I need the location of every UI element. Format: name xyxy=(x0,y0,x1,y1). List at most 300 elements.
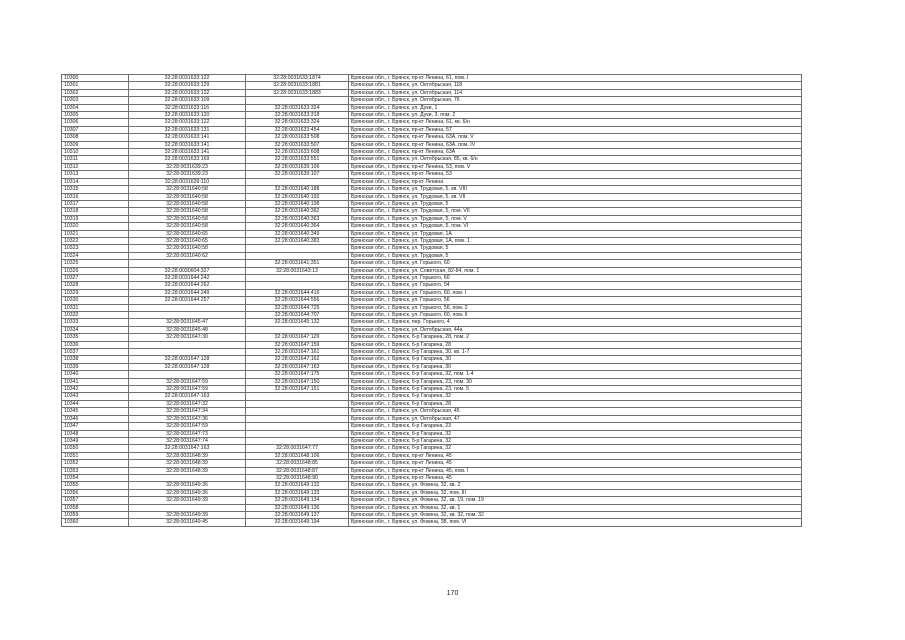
parcel-number-cell xyxy=(129,304,246,311)
object-number-cell: 32:28:0031648:106 xyxy=(246,452,349,459)
parcel-number-cell xyxy=(129,504,246,511)
table-row xyxy=(62,178,802,185)
parcel-number-cell: 32:28:0031648:39 xyxy=(129,460,246,467)
address-cell: Брянская обл., г. Брянск, ул. Октябрьская, 45 xyxy=(349,408,802,415)
row-number-cell: 10329 xyxy=(62,289,129,296)
parcel-number-cell: 32:28:0031640:65 xyxy=(129,230,246,237)
row-number-cell: 10327 xyxy=(62,274,129,281)
table-row xyxy=(62,134,802,141)
object-number-cell: 32:28:0031640:192 xyxy=(246,193,349,200)
object-number-cell: 32:28:0031644:556 xyxy=(246,297,349,304)
address-cell: Брянская обл., г. Брянск, ул. Фокина, 32, пом. III xyxy=(349,489,802,496)
object-number-cell xyxy=(246,437,349,444)
parcel-number-cell: 32:28:0031648:39 xyxy=(129,452,246,459)
parcel-number-cell: 32:28:0031640:58 xyxy=(129,200,246,207)
parcel-number-cell: 32:28:0031647:30 xyxy=(129,334,246,341)
row-number-cell: 10349 xyxy=(62,437,129,444)
object-number-cell: 32:28:0031633:318 xyxy=(246,112,349,119)
table-row xyxy=(62,511,802,518)
address-cell: Брянская обл., г. Брянск, ул. Горького, 60 xyxy=(349,274,802,281)
table-row xyxy=(62,274,802,281)
address-cell: Брянская обл., г. Брянск, ул. Трудовая, 1А, пом. 1 xyxy=(349,237,802,244)
table-row xyxy=(62,415,802,422)
table-row xyxy=(62,252,802,259)
table-row xyxy=(62,149,802,156)
parcel-number-cell: 32:28:0031649:39 xyxy=(129,511,246,518)
table-row xyxy=(62,82,802,89)
parcel-number-cell: 32:28:0031644:249 xyxy=(129,289,246,296)
row-number-cell: 10335 xyxy=(62,334,129,341)
table-row xyxy=(62,430,802,437)
table-row xyxy=(62,437,802,444)
row-number-cell: 10344 xyxy=(62,400,129,407)
object-number-cell: 32:28:0031649:132 xyxy=(246,482,349,489)
address-cell: Брянская обл., г. Брянск, ул. Трудовая, 1А xyxy=(349,230,802,237)
table-row xyxy=(62,89,802,96)
row-number-cell: 10310 xyxy=(62,149,129,156)
row-number-cell: 10336 xyxy=(62,341,129,348)
object-number-cell: 32:28:0031633:1881 xyxy=(246,82,349,89)
parcel-number-cell: 32:28:0031647:32 xyxy=(129,400,246,407)
row-number-cell: 10304 xyxy=(62,104,129,111)
parcel-number-cell: 32:28:0031649:36 xyxy=(129,489,246,496)
address-cell: Брянская обл., г. Брянск, пр-кт Ленина, 53 xyxy=(349,171,802,178)
table-row xyxy=(62,141,802,148)
object-number-cell: 32:28:0031647:175 xyxy=(246,371,349,378)
row-number-cell: 10351 xyxy=(62,452,129,459)
object-number-cell: 32:28:0031633:551 xyxy=(246,156,349,163)
table-row xyxy=(62,104,802,111)
parcel-number-cell: 32:28:0031649:39 xyxy=(129,497,246,504)
row-number-cell: 10307 xyxy=(62,126,129,133)
address-cell: Брянская обл., г. Брянск, пр-кт Ленина, 45 xyxy=(349,460,802,467)
row-number-cell: 10356 xyxy=(62,489,129,496)
table-row xyxy=(62,334,802,341)
table-row xyxy=(62,467,802,474)
row-number-cell: 10325 xyxy=(62,260,129,267)
address-cell: Брянская обл., г. Брянск, ул. Фокина, 38, пом. VI xyxy=(349,519,802,526)
table-row xyxy=(62,319,802,326)
table-row xyxy=(62,223,802,230)
object-number-cell: 32:28:0031633:1874 xyxy=(246,75,349,82)
row-number-cell: 10301 xyxy=(62,82,129,89)
object-number-cell: 32:28:0031640:362 xyxy=(246,208,349,215)
row-number-cell: 10309 xyxy=(62,141,129,148)
address-cell: Брянская обл., г. Брянск, ул. Октябрьская, 85, кв. 6/н xyxy=(349,156,802,163)
parcel-number-cell xyxy=(129,312,246,319)
row-number-cell: 10328 xyxy=(62,282,129,289)
address-cell: Брянская обл., г. Брянск, пр-кт Ленина, 63А, пом. IV xyxy=(349,141,802,148)
table-row xyxy=(62,163,802,170)
object-number-cell: 32:28:0031644:416 xyxy=(246,289,349,296)
table-row xyxy=(62,393,802,400)
row-number-cell: 10321 xyxy=(62,230,129,237)
object-number-cell: 32:28:0031633:608 xyxy=(246,149,349,156)
address-cell: Брянская обл., г. Брянск, ул. Горького, 60, пом. II xyxy=(349,312,802,319)
table-row xyxy=(62,460,802,467)
row-number-cell: 10323 xyxy=(62,245,129,252)
table-row xyxy=(62,215,802,222)
object-number-cell: 32:28:0031640:198 xyxy=(246,200,349,207)
row-number-cell: 10357 xyxy=(62,497,129,504)
parcel-number-cell: 32:28:0031644:257 xyxy=(129,297,246,304)
object-number-cell: 32:28:0031639:107 xyxy=(246,171,349,178)
object-number-cell xyxy=(246,393,349,400)
object-number-cell xyxy=(246,423,349,430)
address-cell: Брянская обл., г. Брянск, ул. Трудовая, 5, пом. VII xyxy=(349,208,802,215)
address-cell: Брянская обл., г. Брянск, ул. Октябрьская, 44а xyxy=(349,326,802,333)
address-cell: Брянская обл., г. Брянск, ул. Советская, 82-84, пом. 1 xyxy=(349,267,802,274)
row-number-cell: 10330 xyxy=(62,297,129,304)
address-cell: Брянская обл., г. Брянск, б-р Гагарина, 32 xyxy=(349,430,802,437)
address-cell: Брянская обл., г. Брянск, ул. Дуки, 1 xyxy=(349,104,802,111)
object-number-cell: 32:28:0031640:383 xyxy=(246,237,349,244)
object-number-cell: 32:28:0031633:324 xyxy=(246,119,349,126)
table-row xyxy=(62,119,802,126)
object-number-cell: 32:28:0031649:134 xyxy=(246,497,349,504)
row-number-cell: 10350 xyxy=(62,445,129,452)
table-row xyxy=(62,245,802,252)
parcel-number-cell: 32:28:0031647:163 xyxy=(129,445,246,452)
address-cell: Брянская обл., г. Брянск, ул. Трудовая, 5 xyxy=(349,245,802,252)
address-cell: Брянская обл., г. Брянск, ул. Октябрьская, 47 xyxy=(349,415,802,422)
object-number-cell: 32:28:0031640:349 xyxy=(246,230,349,237)
parcel-number-cell: 32:28:0031647:128 xyxy=(129,363,246,370)
row-number-cell: 10303 xyxy=(62,97,129,104)
parcel-number-cell: 32:28:0031633:109 xyxy=(129,97,246,104)
object-number-cell: 32:28:0031647:129 xyxy=(246,334,349,341)
address-cell: Брянская обл., г. Брянск, б-р Гагарина, 30 xyxy=(349,363,802,370)
row-number-cell: 10302 xyxy=(62,89,129,96)
parcel-number-cell: 32:28:0031645:48 xyxy=(129,326,246,333)
table-row xyxy=(62,349,802,356)
row-number-cell: 10352 xyxy=(62,460,129,467)
table-row xyxy=(62,497,802,504)
table-row xyxy=(62,482,802,489)
object-number-cell: 32:28:0031640:363 xyxy=(246,215,349,222)
address-cell: Брянская обл., г. Брянск, ул. Трудовая, 5 xyxy=(349,200,802,207)
address-cell: Брянская обл., г. Брянск, ул. Трудовая, 5 xyxy=(349,252,802,259)
row-number-cell: 10308 xyxy=(62,134,129,141)
address-cell: Брянская обл., г. Брянск, ул. Фокина, 32, кв. 2 xyxy=(349,482,802,489)
table-row xyxy=(62,297,802,304)
table-row xyxy=(62,378,802,385)
parcel-number-cell: 32:28:0031633:169 xyxy=(129,156,246,163)
row-number-cell: 10316 xyxy=(62,193,129,200)
row-number-cell: 10300 xyxy=(62,75,129,82)
address-cell: Брянская обл., г. Брянск, пр-кт Ленина, 45 xyxy=(349,474,802,481)
row-number-cell: 10333 xyxy=(62,319,129,326)
table-row xyxy=(62,312,802,319)
parcel-number-cell: 32:28:0031640:62 xyxy=(129,252,246,259)
parcel-number-cell: 32:28:0031648:39 xyxy=(129,467,246,474)
parcel-number-cell: 32:28:0031647:73 xyxy=(129,430,246,437)
table-row xyxy=(62,260,802,267)
row-number-cell: 10355 xyxy=(62,482,129,489)
address-cell: Брянская обл., г. Брянск, б-р Гагарина, 32 xyxy=(349,437,802,444)
object-number-cell: 32:28:0031649:194 xyxy=(246,519,349,526)
parcel-number-cell: 32:28:0031640:65 xyxy=(129,237,246,244)
row-number-cell: 10313 xyxy=(62,171,129,178)
table-row xyxy=(62,452,802,459)
table-body xyxy=(62,75,802,527)
parcel-number-cell: 32:28:0031639:23 xyxy=(129,163,246,170)
table-row xyxy=(62,237,802,244)
object-number-cell xyxy=(246,282,349,289)
object-number-cell: 32:28:0031648:87 xyxy=(246,467,349,474)
address-cell: Брянская обл., г. Брянск, пр-кт Ленина, 63А, пом. V xyxy=(349,134,802,141)
row-number-cell: 10320 xyxy=(62,223,129,230)
row-number-cell: 10360 xyxy=(62,519,129,526)
object-number-cell xyxy=(246,415,349,422)
object-number-cell: 32:28:0031647:151 xyxy=(246,386,349,393)
address-cell: Брянская обл., г. Брянск, б-р Гагарина, 32, пом. 1-4 xyxy=(349,371,802,378)
address-cell: Брянская обл., г. Брянск, ул. Фокина, 32, кв. 19, пом. 19 xyxy=(349,497,802,504)
address-cell: Брянская обл., г. Брянск, пр-кт Ленина, 53, пом. V xyxy=(349,163,802,170)
address-cell: Брянская обл., г. Брянск, б-р Гагарина, 30, кв. 1-7 xyxy=(349,349,802,356)
parcel-number-cell xyxy=(129,341,246,348)
address-cell: Брянская обл., г. Брянск, б-р Гагарина, 28 xyxy=(349,341,802,348)
table-row xyxy=(62,408,802,415)
parcel-number-cell xyxy=(129,260,246,267)
address-cell: Брянская обл., г. Брянск, ул. Трудовая, 5, пом. V xyxy=(349,215,802,222)
object-number-cell xyxy=(246,252,349,259)
parcel-number-cell: 32:28:0031640:58 xyxy=(129,193,246,200)
address-cell: Брянская обл., г. Брянск, б-р Гагарина, 23, пом. 30 xyxy=(349,378,802,385)
address-cell: Брянская обл., г. Брянск, б-р Гагарина, 32 xyxy=(349,393,802,400)
table-row xyxy=(62,519,802,526)
row-number-cell: 10338 xyxy=(62,356,129,363)
parcel-number-cell: 32:28:0031644:242 xyxy=(129,274,246,281)
parcel-number-cell: 32:28:0031633:120 xyxy=(129,112,246,119)
table-row xyxy=(62,267,802,274)
address-cell: Брянская обл., г. Брянск, ул. Октябрьская, 114 xyxy=(349,89,802,96)
table-row xyxy=(62,156,802,163)
row-number-cell: 10346 xyxy=(62,415,129,422)
object-number-cell: 32:28:0031639:106 xyxy=(246,163,349,170)
object-number-cell: 32:28:0031640:188 xyxy=(246,186,349,193)
parcel-number-cell: 32:28:0031647:36 xyxy=(129,415,246,422)
address-cell: Брянская обл., г. Брянск, б-р Гагарина, 23 xyxy=(349,423,802,430)
address-cell: Брянская обл., г. Брянск, ул. Горького, 60, пом. I xyxy=(349,289,802,296)
row-number-cell: 10354 xyxy=(62,474,129,481)
address-cell: Брянская обл., г. Брянск, ул. Октябрьская, 76 xyxy=(349,97,802,104)
object-number-cell: 32:28:0031644:707 xyxy=(246,312,349,319)
table-row xyxy=(62,230,802,237)
object-number-cell xyxy=(246,97,349,104)
parcel-number-cell: 32:28:0031647:34 xyxy=(129,408,246,415)
table-row xyxy=(62,371,802,378)
table-row xyxy=(62,445,802,452)
row-number-cell: 10342 xyxy=(62,386,129,393)
address-cell: Брянская обл., г. Брянск, ул. Трудовая, 5, пом. VI xyxy=(349,223,802,230)
object-number-cell: 32:28:0031649:133 xyxy=(246,489,349,496)
address-cell: Брянская обл., г. Брянск, пр-кт Ленина, 61, кв. 6/н xyxy=(349,119,802,126)
parcel-number-cell: 32:28:0031640:58 xyxy=(129,186,246,193)
table-row xyxy=(62,304,802,311)
parcel-number-cell xyxy=(129,474,246,481)
row-number-cell: 10322 xyxy=(62,237,129,244)
address-cell: Брянская обл., г. Брянск, ул. Октябрьская, 118 xyxy=(349,82,802,89)
row-number-cell: 10341 xyxy=(62,378,129,385)
parcel-number-cell: 32:28:0031649:45 xyxy=(129,519,246,526)
address-cell: Брянская обл., г. Брянск, ул. Горького, 56, пом. 2 xyxy=(349,304,802,311)
row-number-cell: 10311 xyxy=(62,156,129,163)
address-cell: Брянская обл., г. Брянск, б-р Гагарина, 32 xyxy=(349,445,802,452)
table-row xyxy=(62,489,802,496)
table-row xyxy=(62,75,802,82)
parcel-number-cell: 32:28:0031633:131 xyxy=(129,126,246,133)
row-number-cell: 10326 xyxy=(62,267,129,274)
address-cell: Брянская обл., г. Брянск, пр-кт Ленина, 61, пом. I xyxy=(349,75,802,82)
object-number-cell: 32:28:0031633:454 xyxy=(246,126,349,133)
row-number-cell: 10314 xyxy=(62,178,129,185)
parcel-number-cell: 32:28:0031640:58 xyxy=(129,245,246,252)
address-cell: Брянская обл., г. Брянск, б-р Гагарина, 30 xyxy=(349,356,802,363)
table-row xyxy=(62,341,802,348)
row-number-cell: 10345 xyxy=(62,408,129,415)
object-number-cell: 32:28:0031643:13 xyxy=(246,267,349,274)
parcel-number-cell: 32:28:0031644:262 xyxy=(129,282,246,289)
parcel-number-cell: 32:28:0031633:141 xyxy=(129,149,246,156)
object-number-cell: 32:28:0031640:364 xyxy=(246,223,349,230)
table-row xyxy=(62,208,802,215)
table-row xyxy=(62,326,802,333)
row-number-cell: 10334 xyxy=(62,326,129,333)
table-row xyxy=(62,363,802,370)
table-row xyxy=(62,186,802,193)
object-number-cell: 32:28:0031647:162 xyxy=(246,356,349,363)
parcel-number-cell xyxy=(129,371,246,378)
parcel-number-cell: 32:28:0031647:74 xyxy=(129,437,246,444)
address-cell: Брянская обл., г. Брянск, ул. Трудовая, 5, кв. VII xyxy=(349,193,802,200)
object-number-cell: 32:28:0031633:507 xyxy=(246,141,349,148)
row-number-cell: 10353 xyxy=(62,467,129,474)
parcel-number-cell xyxy=(129,349,246,356)
table-row xyxy=(62,423,802,430)
object-number-cell: 32:28:0031649:137 xyxy=(246,511,349,518)
parcel-number-cell: 32:28:0031633:122 xyxy=(129,75,246,82)
parcel-number-cell: 32:28:0031633:122 xyxy=(129,119,246,126)
address-cell: Брянская обл., г. Брянск, ул. Горького, 60 xyxy=(349,260,802,267)
parcel-number-cell: 32:28:0031647:59 xyxy=(129,423,246,430)
address-cell: Брянская обл., г. Брянск, ул. Фокина, 32, кв. 32, пом. 32 xyxy=(349,511,802,518)
row-number-cell: 10319 xyxy=(62,215,129,222)
parcel-number-cell: 32:28:0031633:141 xyxy=(129,134,246,141)
object-number-cell: 32:28:0031647:77 xyxy=(246,445,349,452)
row-number-cell: 10337 xyxy=(62,349,129,356)
row-number-cell: 10358 xyxy=(62,504,129,511)
address-cell: Брянская обл., г. Брянск, ул. Трудовая, 5, кв. VIII xyxy=(349,186,802,193)
parcel-number-cell: 32:28:0031640:58 xyxy=(129,215,246,222)
row-number-cell: 10340 xyxy=(62,371,129,378)
table-row xyxy=(62,400,802,407)
row-number-cell: 10305 xyxy=(62,112,129,119)
address-cell: Брянская обл., г. Брянск, пр-кт Ленина, 63А xyxy=(349,149,802,156)
address-cell: Брянская обл., г. Брянск, ул. Фокина, 32, кв. 1 xyxy=(349,504,802,511)
parcel-number-cell: 32:28:0031640:58 xyxy=(129,208,246,215)
parcel-number-cell: 32:28:0031647:59 xyxy=(129,386,246,393)
object-number-cell: 32:28:0031645:132 xyxy=(246,319,349,326)
object-number-cell xyxy=(246,178,349,185)
object-number-cell: 32:28:0031633:324 xyxy=(246,104,349,111)
table-row xyxy=(62,386,802,393)
parcel-number-cell: 32:28:0031639:23 xyxy=(129,171,246,178)
parcel-number-cell: 32:28:0031633:132 xyxy=(129,89,246,96)
page-number: 170 xyxy=(446,590,459,597)
object-number-cell: 32:28:0031641:351 xyxy=(246,260,349,267)
object-number-cell xyxy=(246,430,349,437)
object-number-cell xyxy=(246,408,349,415)
parcel-number-cell: 32:28:0031649:36 xyxy=(129,482,246,489)
address-cell: Брянская обл., г. Брянск, пер. Горького, 4 xyxy=(349,319,802,326)
parcel-number-cell: 32:28:0030604:327 xyxy=(129,267,246,274)
address-cell: Брянская обл., г. Брянск, б-р Гагарина, 23, пом. 5 xyxy=(349,386,802,393)
table-row xyxy=(62,126,802,133)
row-number-cell: 10348 xyxy=(62,430,129,437)
object-number-cell: 32:28:0031647:161 xyxy=(246,349,349,356)
parcel-number-cell: 32:28:0031647:59 xyxy=(129,378,246,385)
address-cell: Брянская обл., г. Брянск, б-р Гагарина, 28, пом. 2 xyxy=(349,334,802,341)
object-number-cell xyxy=(246,326,349,333)
object-number-cell: 32:28:0031644:725 xyxy=(246,304,349,311)
object-number-cell: 32:28:0031649:136 xyxy=(246,504,349,511)
parcel-number-cell: 32:28:0031647:128 xyxy=(129,356,246,363)
object-number-cell: 32:28:0031648:90 xyxy=(246,474,349,481)
object-number-cell: 32:28:0031647:163 xyxy=(246,363,349,370)
row-number-cell: 10324 xyxy=(62,252,129,259)
object-number-cell: 32:28:0031633:508 xyxy=(246,134,349,141)
row-number-cell: 10306 xyxy=(62,119,129,126)
table-row xyxy=(62,193,802,200)
row-number-cell: 10317 xyxy=(62,200,129,207)
cadastral-table xyxy=(61,74,802,527)
object-number-cell: 32:28:0031647:159 xyxy=(246,341,349,348)
object-number-cell: 32:28:0031648:85 xyxy=(246,460,349,467)
parcel-number-cell: 32:28:0031647:163 xyxy=(129,393,246,400)
address-cell: Брянская обл., г. Брянск, ул. Дуки, 3, пом. 2 xyxy=(349,112,802,119)
table-row xyxy=(62,97,802,104)
row-number-cell: 10339 xyxy=(62,363,129,370)
table-row xyxy=(62,112,802,119)
row-number-cell: 10331 xyxy=(62,304,129,311)
address-cell: Брянская обл., г. Брянск, ул. Горького, 56 xyxy=(349,297,802,304)
row-number-cell: 10359 xyxy=(62,511,129,518)
object-number-cell xyxy=(246,274,349,281)
table-row xyxy=(62,200,802,207)
parcel-number-cell: 32:28:0031633:141 xyxy=(129,141,246,148)
object-number-cell xyxy=(246,400,349,407)
parcel-number-cell: 32:28:0031645:47 xyxy=(129,319,246,326)
parcel-number-cell: 32:28:0031639:110 xyxy=(129,178,246,185)
table-row xyxy=(62,356,802,363)
table-row xyxy=(62,474,802,481)
address-cell: Брянская обл., г. Брянск, ул. Горького, 54 xyxy=(349,282,802,289)
row-number-cell: 10343 xyxy=(62,393,129,400)
row-number-cell: 10318 xyxy=(62,208,129,215)
table-row xyxy=(62,171,802,178)
address-cell: Брянская обл., г. Брянск, б-р Гагарина, 28 xyxy=(349,400,802,407)
address-cell: Брянская обл., г. Брянск, пр-кт Ленина, 45 xyxy=(349,452,802,459)
address-cell: Брянская обл., г. Брянск, пр-кт Ленина xyxy=(349,178,802,185)
parcel-number-cell: 32:28:0031640:58 xyxy=(129,223,246,230)
table-row xyxy=(62,289,802,296)
parcel-number-cell: 32:28:0031633:129 xyxy=(129,82,246,89)
parcel-number-cell: 32:28:0031633:116 xyxy=(129,104,246,111)
table-row xyxy=(62,504,802,511)
row-number-cell: 10315 xyxy=(62,186,129,193)
object-number-cell xyxy=(246,245,349,252)
